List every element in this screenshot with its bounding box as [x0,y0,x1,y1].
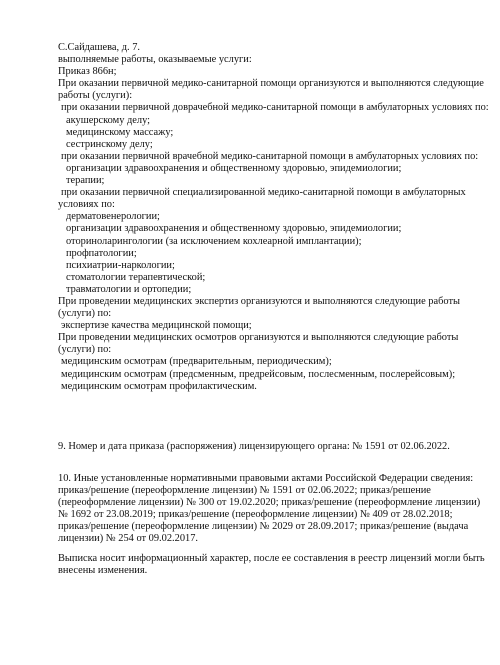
predoctor-heading: при оказании первичной доврачебной медико-санитарной помощи в амбулаторных условиях по: [61,102,489,114]
specialized-item: стоматологии терапевтической; [66,271,206,283]
exams-intro-line: При проведении медицинских осмотров организуются и выполняются следующие работы [58,332,459,344]
footer-line: внесены изменения. [58,565,148,577]
section-10-line: приказ/решение (переоформление лицензии) № 2029 от 28.09.2017; приказ/решение (выдача [58,521,469,533]
section-10-line: № 1692 от 23.08.2019; приказ/решение (переоформление лицензии) № 409 от 28.02.2018; [58,509,453,521]
expertise-item: экспертизе качества медицинской помощи; [61,320,252,332]
doctor-item: терапии; [66,175,105,187]
exams-item: медицинским осмотрам профилактическим. [61,380,257,392]
specialized-item: оториноларингологии (за исключением кохлеарной имплантации); [66,235,362,247]
exams-intro-line: (услуги) по: [58,344,112,356]
exams-item: медицинским осмотрам (предсменным, предрейсовым, послесменным, послерейсовым); [61,368,456,380]
expertise-intro-line: При проведении медицинских экспертиз организуются и выполняются следующие работы [58,295,460,307]
predoctor-item: сестринскому делу; [66,138,153,150]
specialized-item: профпатологии; [66,247,137,259]
expertise-intro-line: (услуги) по: [58,308,112,320]
specialized-item: психиатрии-наркологии; [66,259,175,271]
specialized-item: дерматовенерологии; [66,211,160,223]
footer-line: Выписка носит информационный характер, после ее составления в реестр лицензий могли быть [58,553,485,564]
doctor-heading: при оказании первичной врачебной медико-санитарной помощи в амбулаторных условиях по: [61,150,479,162]
exams-item: медицинским осмотрам (предварительным, периодическим); [61,356,332,368]
section-9 [58,441,478,453]
predoctor-item: медицинскому массажу; [66,126,174,138]
order-line: Приказ 866н; [58,66,117,78]
doctor-item: организации здравоохранения и общественному здоровью, эпидемиологии; [66,162,402,174]
predoctor-item: акушерскому делу; [66,114,151,126]
section-10-line: (переоформление лицензии) № 300 от 19.02.2020; приказ/решение (переоформление лицензии) [58,497,481,509]
section-10-line: 10. Иные установленные нормативными правовыми актами Российской Федерации сведения: [58,473,474,484]
services-heading: выполняемые работы, оказываемые услуги: [58,54,252,66]
specialized-item: травматологии и ортопедии; [66,283,192,295]
footer-note [58,553,485,577]
services-block [58,42,489,393]
section-10-line: приказ/решение (переоформление лицензии) № 1591 от 02.06.2022; приказ/решение [58,485,431,497]
primary-intro-line: При оказании первичной медико-санитарной помощи организуются и выполняются следующие [58,78,484,90]
order-number-line: 9. Номер и дата приказа (распоряжения) лицензирующего органа: № 1591 от 02.06.2022. [58,441,450,452]
section-10 [58,473,481,546]
specialized-heading: при оказании первичной специализированной медико-санитарной помощи в амбулаторных [61,187,466,199]
primary-intro-line: работы (услуги): [58,90,133,102]
section-10-line: лицензии) № 254 от 09.02.2017. [58,533,199,545]
address-line: С.Сайдашева, д. 7. [58,42,140,53]
specialized-heading: условиях по: [58,199,115,211]
specialized-item: организации здравоохранения и общественному здоровью, эпидемиологии; [66,223,402,235]
